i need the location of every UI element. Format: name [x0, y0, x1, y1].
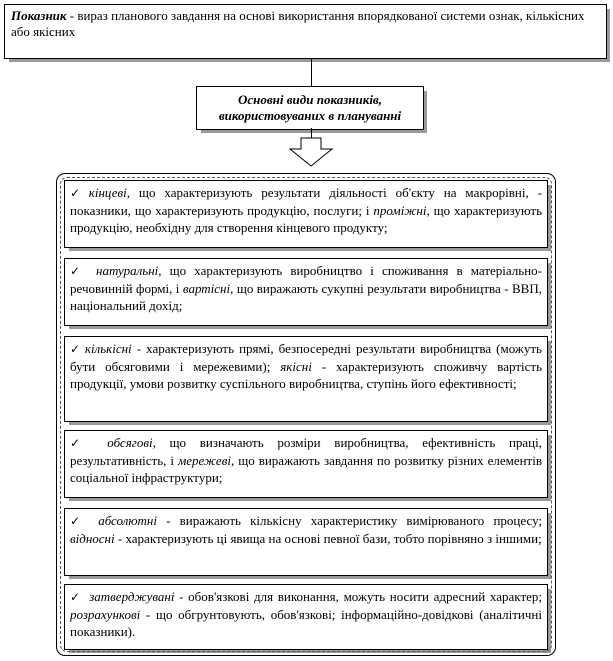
item-text: - характеризують ці явища на основі певної бази, тобто порівняно з іншими; [114, 531, 542, 546]
item-text: - обов'язкові для виконання, можуть носити адресний характер; [174, 589, 543, 604]
list-item [64, 336, 548, 422]
types-title-line2: використовуваних в плануванні [218, 108, 402, 123]
check-icon: ✓ [70, 436, 91, 450]
check-icon: ✓ [70, 514, 86, 528]
item-text: , що виражають сукупні результати виробництва - ВВП, національний дохід; [70, 281, 542, 313]
item-keyword: натуральні [96, 263, 159, 278]
item-keyword: відносні [70, 531, 115, 546]
item-keyword: абсолютні [98, 513, 157, 528]
definition-text: - вираз планового завдання на основі використання впорядкованої системи ознак, кількісних або якісних [11, 8, 585, 39]
item-keyword: якісні [280, 359, 312, 374]
item-keyword: проміжні [373, 203, 427, 218]
check-icon: ✓ [70, 264, 85, 278]
definition-box [4, 4, 607, 59]
item-text: , що характеризують виробництво і споживання в матеріально-речовинній формі, і [70, 263, 542, 296]
item-text: , що характеризують результати діяльності об'єкту на макрорівні, - показники, що характеризують продукцію, послуги; і [70, 185, 542, 218]
item-text: , що характеризують продукцію, необхідну для створення кінцевого продукту; [70, 203, 542, 235]
list-item [64, 180, 548, 248]
item-text: - характеризують споживчу вартість продукції, умови розвитку суспільного виробництва, ступінь його ефективності; [70, 359, 543, 391]
definition-term: Показник [11, 8, 67, 23]
item-keyword: мережеві [177, 453, 231, 468]
item-keyword: кількісні [84, 341, 132, 356]
item-text: , що визначають розміри виробництва, ефективність праці, результативність, і [70, 435, 542, 468]
item-text: - що обгрунтовують, обов'язкові; інформаційно-довідкові (аналітичні показники). [70, 607, 542, 639]
list-item [64, 508, 548, 576]
item-keyword: кінцеві [88, 185, 127, 200]
types-title-line1: Основні види показників, [237, 92, 382, 107]
types-title-box [196, 86, 424, 130]
item-text: - виражають кількісну характеристику вимірюваного процесу; [156, 513, 543, 528]
item-keyword: розрахункові [70, 607, 141, 622]
connector-line-top [311, 58, 312, 86]
item-keyword: затверджувані [89, 589, 175, 604]
item-keyword: вартісні [182, 281, 231, 296]
list-item [64, 584, 548, 650]
item-text: , що виражають завдання по розвитку різних елементів соціальної інфраструктури; [70, 453, 542, 485]
check-icon: ✓ [70, 186, 86, 200]
down-arrow-icon [287, 137, 335, 167]
check-icon: ✓ [70, 590, 82, 604]
item-keyword: обсягові [107, 435, 153, 450]
item-text: - характеризують прямі, безпосередні результати виробництва (можуть бути обсяговими і мережевими); [70, 341, 542, 374]
list-item [64, 258, 548, 326]
check-icon: ✓ [70, 342, 82, 356]
list-item [64, 430, 548, 498]
